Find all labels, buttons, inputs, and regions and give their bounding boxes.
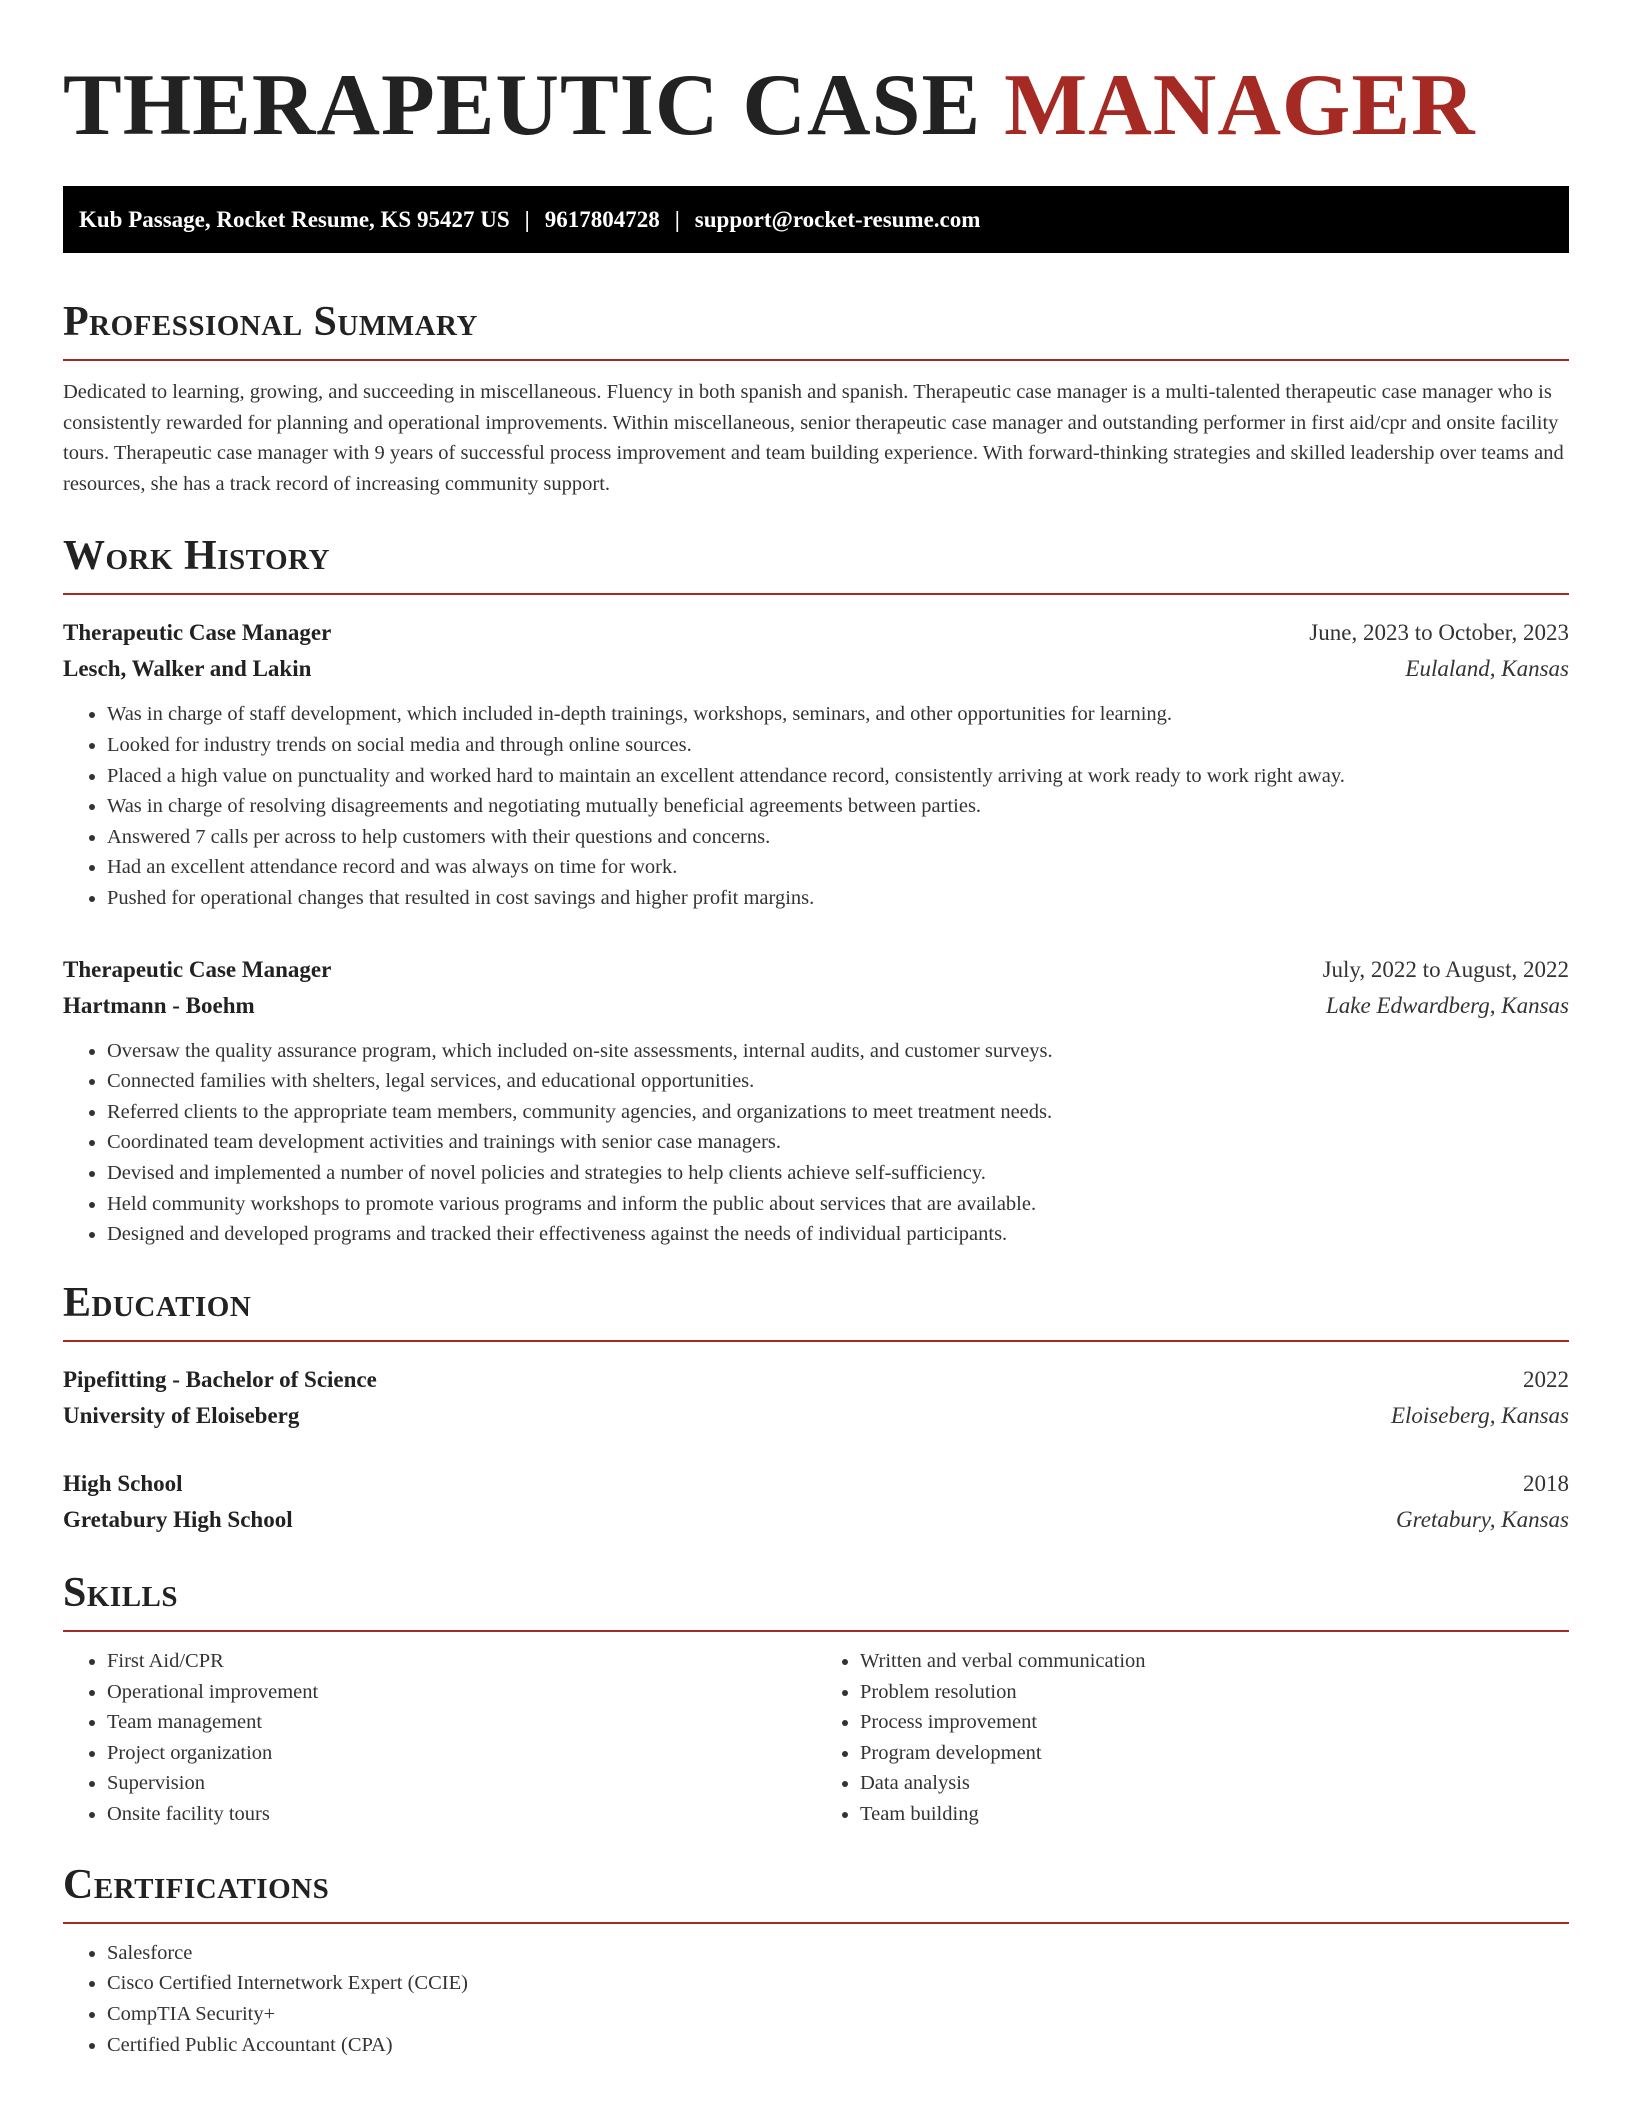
list-item: • Connected families with shelters, legal services, and educational opportunities. (107, 1066, 1569, 1097)
contact-address: Kub Passage, Rocket Resume, KS 95427 US (79, 206, 510, 232)
contact-separator: | (674, 206, 680, 232)
summary-text: Dedicated to learning, growing, and succeeding in miscellaneous. Fluency in both spanish and spanish. Therapeutic case manager is a multi-talented therapeutic case manager who is consistently rewarded for planning and operational improvements. Within miscellaneous, senior therapeutic case manager and outstanding performer in first aid/cpr and onsite facility tours. Therapeutic case manager with 9 years of successful process improvement and team building experience. With forward-thinking strategies and skilled leadership over teams and resources, she has a track record of increasing community support. (63, 381, 1564, 495)
skill-item: • Project organization (107, 1738, 816, 1769)
certification-item: • Cisco Certified Internetwork Expert (CCIE) (107, 1968, 1569, 1999)
skill-item: • Process improvement (860, 1707, 1569, 1738)
education-year: 2022 (1523, 1366, 1569, 1392)
education-degree: Pipefitting - Bachelor of Science (63, 1366, 377, 1392)
section-divider (63, 1922, 1569, 1924)
summary-heading: Professional Summary (63, 299, 478, 345)
skill-item: • Team management (107, 1707, 816, 1738)
list-item: • Answered 7 calls per across to help customers with their questions and concerns. (107, 822, 1569, 853)
skills-heading: Skills (63, 1569, 179, 1616)
skill-item: • Problem resolution (860, 1677, 1569, 1708)
job-title: Therapeutic Case Manager (63, 956, 332, 982)
section-divider (63, 359, 1569, 361)
education-school-row (63, 1398, 1569, 1434)
education-entry (63, 1362, 1569, 1434)
skills-list-left (63, 1646, 816, 1830)
education-degree: High School (63, 1470, 183, 1496)
job-duties-list (63, 699, 1569, 913)
contact-phone: 9617804728 (544, 206, 660, 232)
job-entry (63, 615, 1569, 913)
education-school: University of Eloiseberg (63, 1402, 300, 1428)
skill-item: • Onsite facility tours (107, 1799, 816, 1830)
list-item: • Had an excellent attendance record and was always on time for work. (107, 852, 1569, 883)
list-item: • Pushed for operational changes that resulted in cost savings and higher profit margins. (107, 883, 1569, 914)
certifications-heading: Certifications (63, 1861, 330, 1908)
job-location: Lake Edwardberg, Kansas (1326, 992, 1569, 1018)
certification-item: • CompTIA Security+ (107, 1999, 1569, 2030)
job-company-row (63, 988, 1569, 1024)
resume-title (63, 56, 1569, 154)
work-history-list (63, 615, 1569, 1249)
certification-item: • Salesforce (107, 1938, 1569, 1969)
skills-grid (63, 1646, 1569, 1830)
section-divider (63, 593, 1569, 595)
work-history-heading: Work History (63, 533, 330, 580)
education-location: Gretabury, Kansas (1396, 1506, 1569, 1532)
education-list (63, 1362, 1569, 1538)
list-item: • Held community workshops to promote various programs and inform the public about services that are available. (107, 1189, 1569, 1220)
education-year: 2018 (1523, 1470, 1569, 1496)
job-dates: July, 2022 to August, 2022 (1322, 956, 1569, 982)
skill-item: • First Aid/CPR (107, 1646, 816, 1677)
job-header-row (63, 615, 1569, 651)
certifications-list (63, 1938, 1569, 2060)
skill-item: • Program development (860, 1738, 1569, 1769)
education-school-row (63, 1502, 1569, 1538)
list-item: • Was in charge of staff development, which included in-depth trainings, workshops, seminars, and other opportunities for learning. (107, 699, 1569, 730)
section-divider (63, 1630, 1569, 1632)
job-header-row (63, 952, 1569, 988)
job-entry (63, 952, 1569, 1250)
skill-item: • Operational improvement (107, 1677, 816, 1708)
title-accent: MANAGER (1004, 57, 1476, 154)
education-school: Gretabury High School (63, 1506, 293, 1532)
certification-item: • Certified Public Accountant (CPA) (107, 2030, 1569, 2061)
job-location: Eulaland, Kansas (1405, 656, 1569, 682)
job-dates: June, 2023 to October, 2023 (1309, 620, 1569, 646)
job-duties-list (63, 1036, 1569, 1250)
education-degree-row (63, 1362, 1569, 1398)
list-item: • Designed and developed programs and tracked their effectiveness against the needs of individual participants. (107, 1219, 1569, 1250)
skill-item: • Supervision (107, 1768, 816, 1799)
job-company: Lesch, Walker and Lakin (63, 656, 312, 682)
list-item: • Devised and implemented a number of novel policies and strategies to help clients achieve self-sufficiency. (107, 1158, 1569, 1189)
job-company-row (63, 651, 1569, 687)
education-degree-row (63, 1466, 1569, 1502)
skill-item: • Data analysis (860, 1768, 1569, 1799)
list-item: • Was in charge of resolving disagreements and negotiating mutually beneficial agreements between parties. (107, 791, 1569, 822)
education-heading: Education (63, 1279, 252, 1326)
contact-email: support@rocket-resume.com (694, 206, 981, 232)
list-item: • Referred clients to the appropriate team members, community agencies, and organizations to meet treatment needs. (107, 1097, 1569, 1128)
contact-bar (63, 186, 1569, 253)
education-entry (63, 1466, 1569, 1538)
education-location: Eloiseberg, Kansas (1390, 1402, 1569, 1428)
section-divider (63, 1340, 1569, 1342)
skill-item: • Written and verbal communication (860, 1646, 1569, 1677)
skill-item: • Team building (860, 1799, 1569, 1830)
list-item: • Coordinated team development activities and trainings with senior case managers. (107, 1127, 1569, 1158)
title-main: THERAPEUTIC CASE (63, 57, 1005, 154)
list-item: • Placed a high value on punctuality and worked hard to maintain an excellent attendance record, consistently arriving at work ready to work right away. (107, 761, 1569, 792)
skills-list-right (816, 1646, 1569, 1830)
job-title: Therapeutic Case Manager (63, 620, 332, 646)
list-item: • Looked for industry trends on social media and through online sources. (107, 730, 1569, 761)
contact-separator: | (524, 206, 530, 232)
job-company: Hartmann - Boehm (63, 992, 255, 1018)
list-item: • Oversaw the quality assurance program, which included on-site assessments, internal audits, and customer surveys. (107, 1036, 1569, 1067)
